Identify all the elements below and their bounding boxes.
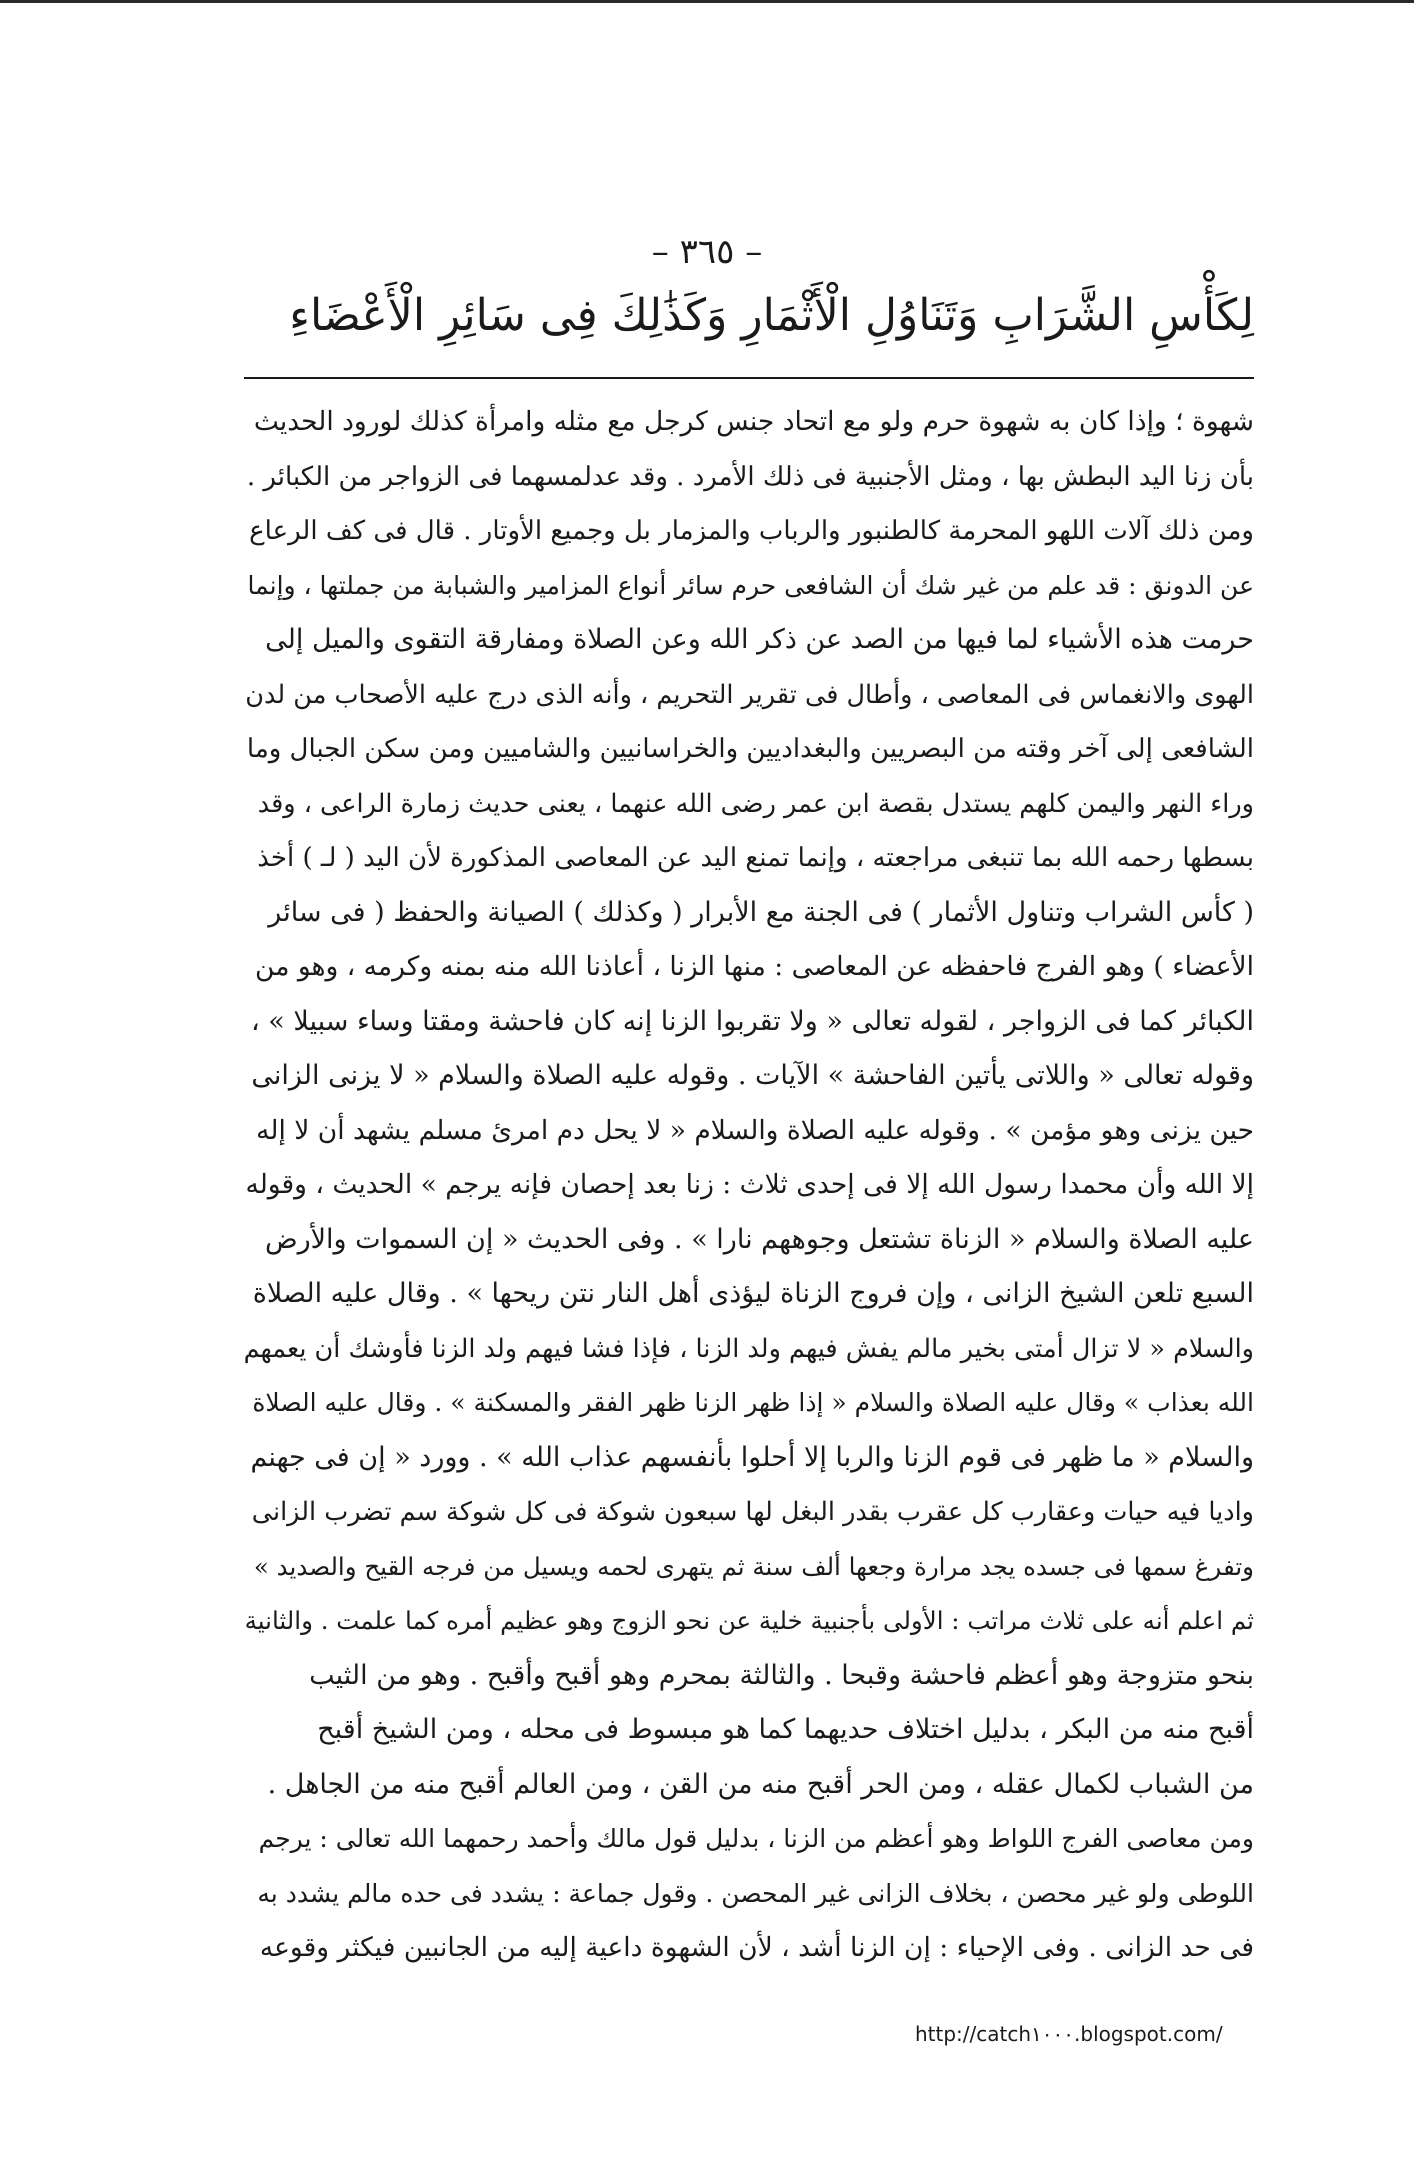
text-line: حين يزنى وهو مؤمن » . وقوله عليه الصلاة والسلام « لا يحل دم امرئ مسلم يشهد أن لا إله xyxy=(256,1114,1254,1146)
text-line: وراء النهر واليمن كلهم يستدل بقصة ابن عمر رضى الله عنهما ، يعنى حديث زمارة الراعى ، وقد xyxy=(257,788,1254,819)
text-line: بأن زنا اليد البطش بها ، ومثل الأجنبية فى ذلك الأمرد . وقد عدلمسهما فى الزواجر من الكبائر . xyxy=(246,461,1254,492)
page-number: – ٣٦٥ – xyxy=(651,232,763,272)
text-line: اللوطى ولو غير محصن ، بخلاف الزانى غير المحصن . وقول جماعة : يشدد فى حده مالم يشدد به xyxy=(257,1878,1254,1908)
text-line: من الشباب لكمال عقله ، ومن الحر أقبح منه من القن ، ومن العالم أقبح منه من الجاهل . xyxy=(267,1768,1254,1800)
text-line: والسلام « ما ظهر فى قوم الزنا والربا إلا أحلوا بأنفسهم عذاب الله » . وورد « إن فى جهنم xyxy=(250,1441,1254,1473)
text-line: ومن معاصى الفرج اللواط وهو أعظم من الزنا ، بدليل قول مالك وأحمد رحمهما الله تعالى : يرجم xyxy=(258,1824,1254,1853)
text-line: ( كأس الشراب وتناول الأثمار ) فى الجنة مع الأبرار ( وكذلك ) الصيانة والحفظ ( فى سائر xyxy=(268,896,1254,928)
text-line: إلا الله وأن محمدا رسول الله إلا فى إحدى ثلاث : زنا بعد إحصان فإنه يرجم » الحديث ، وقوله xyxy=(245,1169,1254,1200)
text-line: الهوى والانغماس فى المعاصى ، وأطال فى تقرير التحريم ، وأنه الذى درج عليه الأصحاب من لدن xyxy=(245,679,1254,710)
text-line: والسلام « لا تزال أمتى بخير مالم يفش فيهم ولد الزنا ، فإذا فشا فيهم ولد الزنا فأوشك أن يعمهم xyxy=(244,1333,1254,1364)
text-line: ومن ذلك آلات اللهو المحرمة كالطنبور والرباب والمزمار بل وجميع الأوتار . قال فى كف الرعاع xyxy=(249,516,1254,546)
footer-url: http://catch١٠٠٠.blogspot.com/ xyxy=(915,2022,1223,2046)
text-line: الله بعذاب » وقال عليه الصلاة والسلام « إذا ظهر الزنا ظهر الفقر والمسكنة » . وقال عليه الصلاة xyxy=(252,1388,1254,1417)
text-line: الأعضاء ) وهو الفرج فاحفظه عن المعاصى : منها الزنا ، أعاذنا الله منه بمنه وكرمه ، وهو من xyxy=(255,951,1254,982)
text-line: عن الدونق : قد علم من غير شك أن الشافعى حرم سائر أنواع المزامير والشبابة من جملتها ، وإنما xyxy=(247,570,1254,600)
section-heading: لِكَأْسِ الشَّرَابِ وَتَنَاوُلِ الْأَثْمَارِ وَكَذَٰلِكَ فِى سَائِرِ الْأَعْضَاءِ xyxy=(289,290,1254,341)
text-line: حرمت هذه الأشياء لما فيها من الصد عن ذكر الله وعن الصلاة ومفارقة التقوى والميل إلى xyxy=(265,624,1254,655)
text-line: وتفرغ سمها فى جسده يجد مرارة وجعها ألف سنة ثم يتهرى لحمه ويسيل من فرجه القيح والصديد » xyxy=(253,1551,1254,1581)
text-line: أقبح منه من البكر ، بدليل اختلاف حديهما كما هو مبسوط فى محله ، ومن الشيخ أقبح xyxy=(317,1714,1254,1745)
text-line: الشافعى إلى آخر وقته من البصريين والبغداديين والخراسانيين والشاميين ومن سكن الجبال وما xyxy=(246,734,1254,764)
text-line: شهوة ؛ وإذا كان به شهوة حرم ولو مع اتحاد جنس كرجل مع مثله وامرأة كذلك لورود الحديث xyxy=(253,406,1254,437)
text-line: بسطها رحمه الله بما تنبغى مراجعته ، وإنما تمنع اليد عن المعاصى المذكورة لأن اليد ( لـ ) أخذ xyxy=(257,843,1254,873)
heading-divider xyxy=(244,377,1254,379)
scan-border xyxy=(0,0,1414,3)
text-line: واديا فيه حيات وعقارب كل عقرب بقدر البغل لها سبعون شوكة فى كل شوكة سم تضرب الزانى xyxy=(251,1497,1254,1527)
text-line: الكبائر كما فى الزواجر ، لقوله تعالى « ولا تقربوا الزنا إنه كان فاحشة ومقتا وساء سبيلا » ، xyxy=(250,1005,1254,1037)
text-line: السبع تلعن الشيخ الزانى ، وإن فروج الزناة ليؤذى أهل النار نتن ريحها » . وقال عليه الصلاة xyxy=(252,1278,1254,1309)
text-line: وقوله تعالى « واللاتى يأتين الفاحشة » الآيات . وقوله عليه الصلاة والسلام « لا يزنى الزانى xyxy=(251,1060,1254,1091)
text-line: بنحو متزوجة وهو أعظم فاحشة وقبحا . والثالثة بمحرم وهو أقبح وأقبح . وهو من الثيب xyxy=(309,1659,1254,1691)
text-line: عليه الصلاة والسلام « الزناة تشتعل وجوههم نارا » . وفى الحديث « إن السموات والأرض xyxy=(264,1223,1254,1255)
text-line: فى حد الزانى . وفى الإحياء : إن الزنا أشد ، لأن الشهوة داعية إليه من الجانبين فيكثر وقوعه xyxy=(259,1932,1254,1963)
text-line: ثم اعلم أنه على ثلاث مراتب : الأولى بأجنبية خلية عن نحو الزوج وهو عظيم أمره كما علمت . والثانية xyxy=(244,1606,1254,1635)
body-text xyxy=(244,395,1254,1976)
